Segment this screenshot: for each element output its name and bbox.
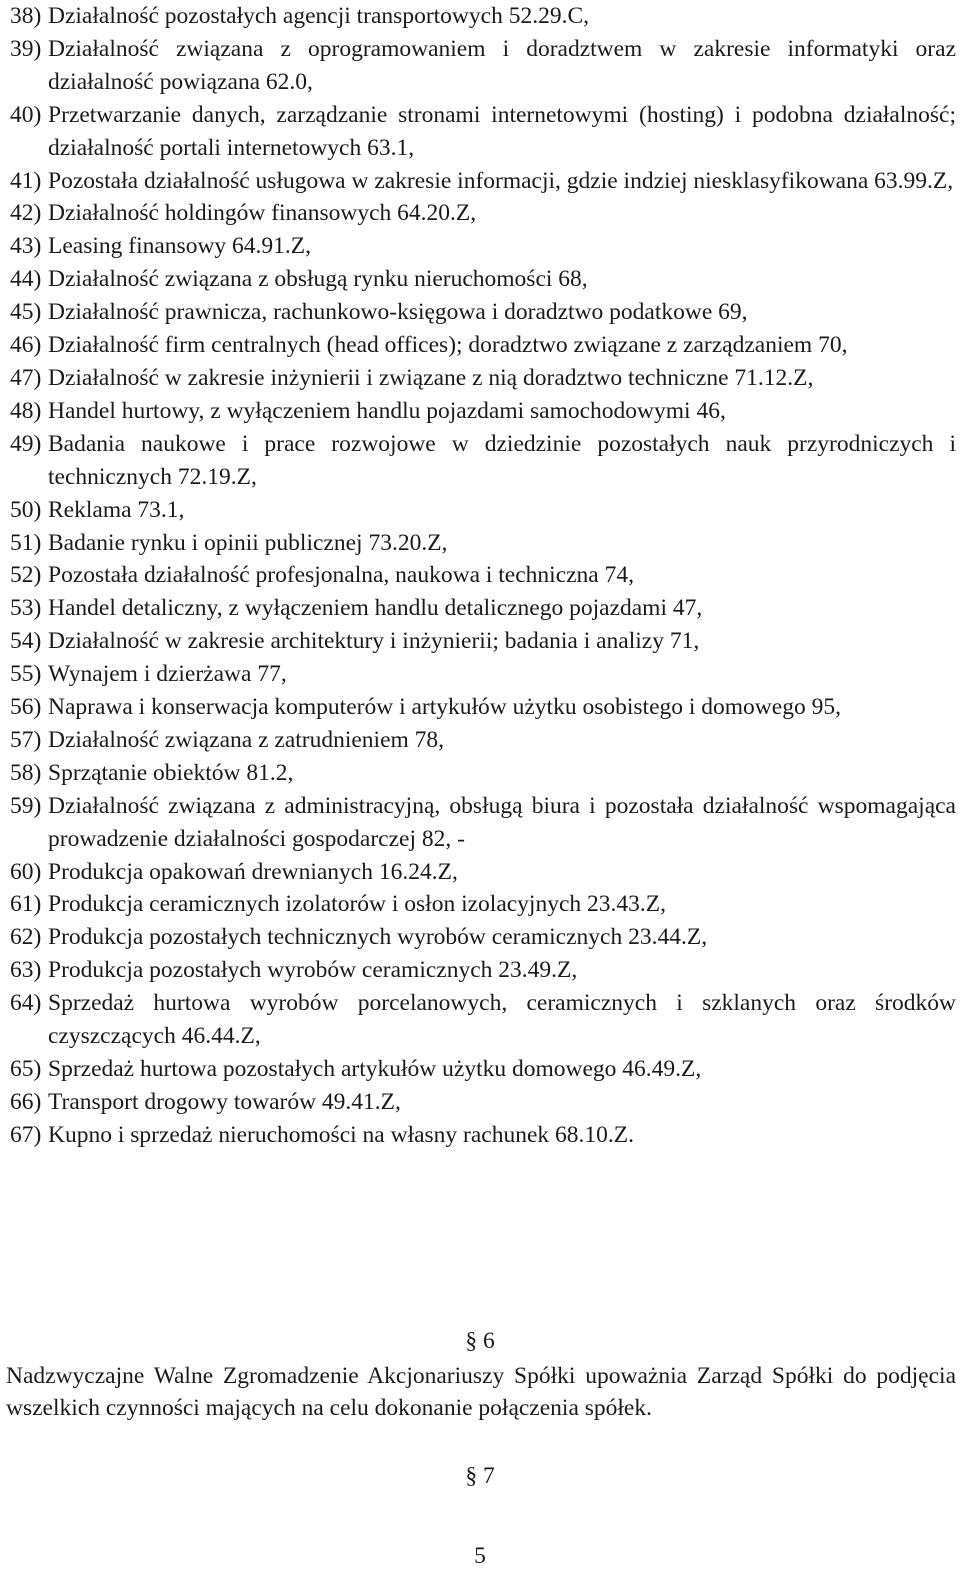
list-item [10, 0, 956, 33]
item-number: 39) [10, 35, 42, 62]
item-number: 40) [10, 101, 42, 128]
item-number: 43) [10, 233, 42, 260]
item-number: 52) [10, 562, 42, 589]
list-item [10, 362, 956, 395]
list-item [10, 165, 956, 198]
list-item [10, 987, 956, 1053]
list-item [10, 559, 956, 592]
item-text: Działalność holdingów finansowych 64.20.Z, [48, 200, 477, 227]
item-text: Pozostała działalność usługowa w zakresie informacji, gdzie indziej niesklasyfikowana 63.99.Z, [48, 167, 954, 194]
section-7-heading: § 7 [465, 1463, 495, 1489]
item-number: 49) [10, 430, 42, 457]
item-text: Wynajem i dzierżawa 77, [48, 661, 287, 688]
list-item [10, 263, 956, 296]
item-text: Działalność pozostałych agencji transportowych 52.29.C, [48, 3, 590, 29]
list-item [10, 33, 956, 99]
item-number: 51) [10, 529, 42, 556]
item-number: 65) [10, 1056, 42, 1082]
item-text: Produkcja opakowań drewnianych 16.24.Z, [48, 858, 458, 885]
list-item [10, 230, 956, 263]
list-item [10, 757, 956, 790]
item-text: Sprzedaż hurtowa wyrobów porcelanowych, ceramicznych i szklanych oraz środków czyszczących 46.44.Z, [48, 990, 956, 1050]
list-item [10, 954, 956, 987]
item-number: 44) [10, 266, 42, 293]
item-number: 57) [10, 726, 42, 753]
item-number: 55) [10, 661, 42, 688]
list-item [10, 1119, 956, 1152]
item-text: Działalność związana z administracyjną, obsługą biura i pozostała działalność wspomagająca prowadzenie działalności gospodarczej 82, - [48, 792, 956, 852]
item-number: 58) [10, 759, 42, 786]
item-text: Leasing finansowy 64.91.Z, [48, 233, 312, 260]
item-number: 63) [10, 957, 42, 984]
item-text: Transport drogowy towarów 49.41.Z, [48, 1088, 401, 1115]
item-number: 59) [10, 792, 42, 819]
item-number: 38) [10, 3, 42, 29]
item-text: Działalność związana z zatrudnieniem 78, [48, 726, 445, 753]
item-text: Badania naukowe i prace rozwojowe w dziedzinie pozostałych nauk przyrodniczych i technicznych 72.19.Z, [48, 430, 956, 490]
list-item [10, 395, 956, 428]
item-text: Sprzedaż hurtowa pozostałych artykułów użytku domowego 46.49.Z, [48, 1056, 702, 1082]
list-item [10, 329, 956, 362]
list-item [10, 428, 956, 494]
list-item [10, 625, 956, 658]
list-item [10, 921, 956, 954]
item-text: Działalność związana z obsługą rynku nieruchomości 68, [48, 266, 588, 293]
item-number: 47) [10, 364, 42, 391]
section-6-paragraph: Nadzwyczajne Walne Zgromadzenie Akcjonariuszy Spółki upoważnia Zarząd Spółki do podjęcia wszelkich czynności mających na celu dokonanie połączenia spółek. [6, 1363, 956, 1421]
list-item [10, 1086, 956, 1119]
page-number: 5 [474, 1543, 486, 1569]
list-item [10, 790, 956, 856]
list-item [10, 1053, 956, 1086]
item-text: Pozostała działalność profesjonalna, naukowa i techniczna 74, [48, 562, 634, 589]
list-item [10, 99, 956, 165]
item-number: 42) [10, 200, 42, 227]
item-text: Działalność związana z oprogramowaniem i doradztwem w zakresie informatyki oraz działalność powiązana 62.0, [48, 35, 956, 95]
item-text: Reklama 73.1, [48, 496, 185, 523]
item-text: Handel hurtowy, z wyłączeniem handlu pojazdami samochodowymi 46, [48, 397, 726, 424]
list-item [10, 888, 956, 921]
item-text: Kupno i sprzedaż nieruchomości na własny rachunek 68.10.Z. [48, 1121, 635, 1148]
item-number: 45) [10, 299, 42, 326]
item-number: 64) [10, 990, 42, 1017]
item-text: Działalność w zakresie architektury i inżynierii; badania i analizy 71, [48, 628, 700, 655]
list-item [10, 527, 956, 560]
list-item [10, 658, 956, 691]
item-number: 60) [10, 858, 42, 885]
list-item [10, 856, 956, 889]
list-item [10, 494, 956, 527]
item-number: 41) [10, 167, 42, 194]
item-text: Działalność firm centralnych (head offices); doradztwo związane z zarządzaniem 70, [48, 332, 848, 359]
list-item [10, 197, 956, 230]
activity-list [10, 0, 956, 1152]
item-number: 48) [10, 397, 42, 424]
item-text: Naprawa i konserwacja komputerów i artykułów użytku osobistego i domowego 95, [48, 694, 841, 721]
item-text: Produkcja pozostałych technicznych wyrobów ceramicznych 23.44.Z, [48, 924, 708, 951]
item-number: 56) [10, 694, 42, 721]
item-number: 62) [10, 924, 42, 951]
item-text: Badanie rynku i opinii publicznej 73.20.Z, [48, 529, 448, 556]
item-number: 54) [10, 628, 42, 655]
item-text: Działalność w zakresie inżynierii i związane z nią doradztwo techniczne 71.12.Z, [48, 364, 814, 391]
list-item [10, 592, 956, 625]
item-text: Produkcja ceramicznych izolatorów i osłon izolacyjnych 23.43.Z, [48, 891, 666, 918]
item-text: Handel detaliczny, z wyłączeniem handlu detalicznego pojazdami 47, [48, 595, 703, 622]
item-text: Produkcja pozostałych wyrobów ceramicznych 23.49.Z, [48, 957, 578, 984]
item-text: Przetwarzanie danych, zarządzanie stronami internetowymi (hosting) i podobna działalność; działalność portali internetowych 63.1, [48, 101, 956, 161]
item-number: 46) [10, 332, 42, 359]
item-number: 50) [10, 496, 42, 523]
item-text: Sprzątanie obiektów 81.2, [48, 759, 294, 786]
list-item [10, 691, 956, 724]
list-item [10, 724, 956, 757]
item-number: 67) [10, 1121, 42, 1148]
section-6-heading: § 6 [465, 1328, 495, 1354]
item-text: Działalność prawnicza, rachunkowo-księgowa i doradztwo podatkowe 69, [48, 299, 748, 326]
item-number: 53) [10, 595, 42, 622]
item-number: 61) [10, 891, 42, 918]
item-number: 66) [10, 1088, 42, 1115]
list-item [10, 296, 956, 329]
